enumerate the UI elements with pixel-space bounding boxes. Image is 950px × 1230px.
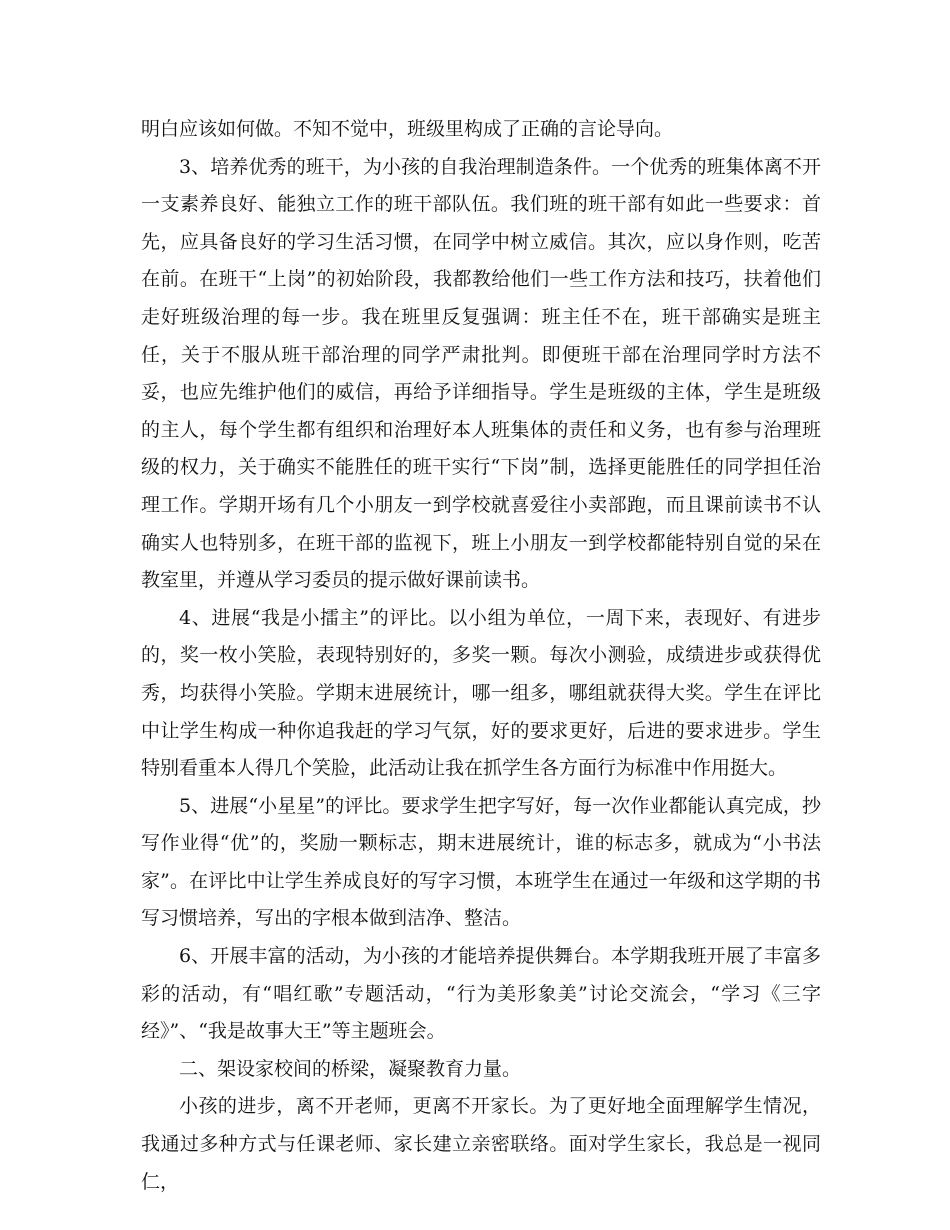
paragraph-continuation: 明白应该如何做。不知不觉中，班级里构成了正确的言论导向。 [141,118,674,140]
paragraph-item-5: 5、进展“小星星”的评比。要求学生把字写好，每一次作业都能认真完成，抄写作业得“优”的，奖励一颗标志，期末进展统计，谁的标志多，就成为“小书法家”。在评比中让学生养成良好的写字习惯，本班学生在通过一年级和这学期的书写习惯培养，写出的字根本做到洁净、整洁。 [141,794,821,930]
paragraph-section-2-body: 小孩的进步，离不开老师，更离不开家长。为了更好地全面理解学生情况，我通过多种方式与任课老师、家长建立亲密联络。面对学生家长，我总是一视同仁， [141,1095,821,1193]
paragraph-item-4: 4、进展“我是小擂主”的评比。以小组为单位，一周下来，表现好、有进步的，奖一枚小笑脸，表现特别好的，多奖一颗。每次小测验，成绩进步或获得优秀，均获得小笑脸。学期末进展统计，哪一组多，哪组就获得大奖。学生在评比中让学生构成一种你追我赶的学习气氛，好的要求更好，后进的要求进步。学生特别看重本人得几个笑脸，此活动让我在抓学生各方面行为标准中作用挺大。 [141,606,821,780]
paragraph-item-3: 3、培养优秀的班干，为小孩的自我治理制造条件。一个优秀的班集体离不开一支素养良好、能独立工作的班干部队伍。我们班的班干部有如此一些要求：首先，应具备良好的学习生活习惯，在同学中树立威信。其次，应以身作则，吃苦在前。在班干“上岗”的初始阶段，我都教给他们一些工作方法和技巧，扶着他们走好班级治理的每一步。我在班里反复强调：班主任不在，班干部确实是班主任，关于不服从班干部治理的同学严肃批判。即便班干部在治理同学时方法不妥，也应先维护他们的威信，再给予详细指导。学生是班级的主体，学生是班级的主人，每个学生都有组织和治理好本人班集体的责任和义务，也有参与治理班级的权力，关于确实不能胜任的班干实行“下岗”制，选择更能胜任的同学担任治理工作。学期开场有几个小朋友一到学校就喜爱往小卖部跑，而且课前读书不认确实人也特别多，在班干部的监视下，班上小朋友一到学校都能特别自觉的呆在教室里，并遵从学习委员的提示做好课前读书。 [141,155,821,592]
document-body [141,111,821,1201]
paragraph-item-6: 6、开展丰富的活动，为小孩的才能培养提供舞台。本学期我班开展了丰富多彩的活动，有“唱红歌”专题活动，“行为美形象美”讨论交流会，“学习《三字经》”、“我是故事大王”等主题班会。 [141,945,821,1043]
section-heading: 二、架设家校间的桥梁，凝聚教育力量。 [179,1057,522,1080]
